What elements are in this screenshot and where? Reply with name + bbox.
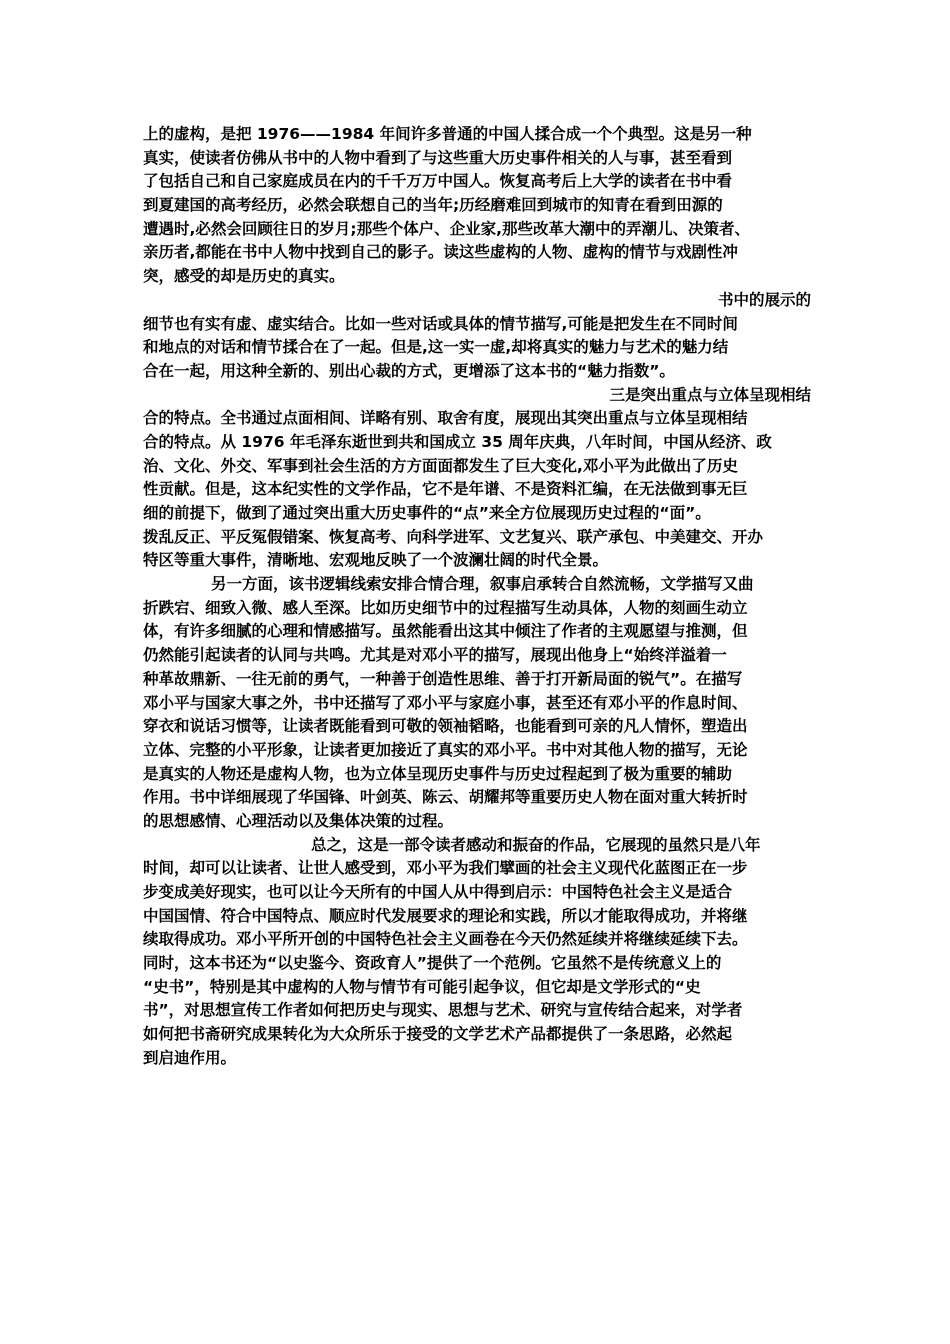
- text-line: 书中的展示的: [717, 290, 811, 309]
- text-line: 是真实的人物还是虚构人物，也为立体呈现历史事件与历史过程起到了极为重要的辅助: [143, 764, 733, 783]
- text-line: 同时，这本书还为“以史鉴今、资政育人”提供了一个范例。它虽然不是传统意义上的: [143, 954, 722, 973]
- text-line: 种革故鼎新、一往无前的勇气，一种善于创造性思维、善于打开新局面的锐气”。在描写: [143, 669, 743, 688]
- text-line: 和地点的对话和情节揉合在了一起。但是,这一实一虚,却将真实的魅力与艺术的魅力结: [143, 338, 729, 357]
- text-line: 步变成美好现实，也可以让今天所有的中国人从中得到启示：中国特色社会主义是适合: [143, 883, 733, 901]
- text-line: 真实，使读者仿佛从书中的人物中看到了与这些重大历史事件相关的人与事，甚至看到: [143, 148, 733, 167]
- text-line: 如何把书斋研究成果转化为大众所乐于接受的文学艺术产品都提供了一条思路，必然起: [143, 1025, 733, 1044]
- text-line: 总之，这是一部令读者感动和振奋的作品，它展现的虽然只是八年: [311, 835, 761, 854]
- document-body: [143, 123, 811, 1071]
- text-line: 合在一起，用这种全新的、别出心裁的方式，更增添了这本书的“魅力指数”。: [143, 361, 675, 380]
- text-line: 时间，却可以让读者、让世人感受到，邓小平为我们擘画的社会主义现代化蓝图正在一步: [143, 859, 748, 878]
- text-line: 到夏建国的高考经历，必然会联想自己的当年;历经磨难回到城市的知青在看到田源的: [143, 196, 723, 215]
- text-line: 的思想感情、心理活动以及集体决策的过程。: [143, 811, 454, 830]
- text-line: 折跌宕、细致入微、感人至深。比如历史细节中的过程描写生动具体，人物的刻画生动立: [143, 598, 748, 617]
- text-line: 性贡献。但是，这本纪实性的文学作品，它不是年谱、不是资料汇编，在无法做到事无巨: [143, 480, 748, 499]
- text-line: 细节也有实有虚、虚实结合。比如一些对话或具体的情节描写,可能是把发生在不同时间: [143, 314, 738, 333]
- text-line: 合的特点。从 1976 年毛泽东逝世到共和国成立 35 周年庆典，八年时间，中国从经济、政: [143, 432, 772, 451]
- text-line: 拨乱反正、平反冤假错案、恢复高考、向科学进军、文艺复兴、联产承包、中美建交、开办: [143, 527, 764, 546]
- text-line: 到启迪作用。: [143, 1048, 237, 1067]
- text-line: 合的特点。全书通过点面相间、详略有别、取舍有度，展现出其突出重点与立体呈现相结: [143, 409, 748, 428]
- text-line: 治、文化、外交、军事到社会生活的方方面面都发生了巨大变化,邓小平为此做出了历史: [143, 456, 738, 475]
- text-line: 穿衣和说话习惯等，让读者既能看到可敬的领袖韬略，也能看到可亲的凡人情怀，塑造出: [143, 717, 748, 736]
- text-line: 邓小平与国家大事之外，书中还描写了邓小平与家庭小事，甚至还有邓小平的作息时间、: [143, 693, 748, 712]
- text-line: 遭遇时,必然会回顾往日的岁月;那些个体户、企业家,那些改革大潮中的弄潮儿、决策者、: [143, 219, 750, 238]
- text-line: 上的虚构，是把 1976——1984 年间许多普通的中国人揉合成一个个典型。这是另一种: [143, 125, 752, 143]
- text-line: 作用。书中详细展现了华国锋、叶剑英、陈云、胡耀邦等重要历史人物在面对重大转折时: [143, 788, 748, 807]
- text-line: 体，有许多细腻的心理和情感描写。虽然能看出这其中倾注了作者的主观愿望与推测，但: [143, 622, 748, 641]
- text-line: 立体、完整的小平形象，让读者更加接近了真实的邓小平。书中对其他人物的描写，无论: [143, 740, 748, 759]
- text-line: 突，感受的却是历史的真实。: [143, 267, 345, 286]
- text-line: 了包括自己和自己家庭成员在内的千千万万中国人。恢复高考后上大学的读者在书中看: [143, 172, 733, 191]
- text-line: 特区等重大事件，清晰地、宏观地反映了一个波澜壮阔的时代全景。: [143, 551, 609, 570]
- text-line: 三是突出重点与立体呈现相结: [609, 385, 811, 404]
- text-line: 另一方面，该书逻辑线索安排合情合理，叙事启承转合自然流畅，文学描写又曲: [211, 575, 754, 594]
- text-line: 仍然能引起读者的认同与共鸣。尤其是对邓小平的描写，展现出他身上“始终洋溢着一: [143, 646, 727, 665]
- text-line: 细的前提下，做到了通过突出重大历史事件的“点”来全方位展现历史过程的“面”。: [143, 504, 711, 522]
- text-line: 书”，对思想宣传工作者如何把历史与现实、思想与艺术、研究与宣传结合起来，对学者: [143, 1001, 743, 1020]
- text-line: “史书”，特别是其中虚构的人物与情节有可能引起争议，但它却是文学形式的“史: [143, 977, 701, 996]
- text-line: 续取得成功。邓小平所开创的中国特色社会主义画卷在今天仍然延续并将继续延续下去。: [143, 930, 748, 949]
- text-line: 中国国情、符合中国特点、顺应时代发展要求的理论和实践，所以才能取得成功，并将继: [143, 906, 748, 925]
- text-line: 亲历者,都能在书中人物中找到自己的影子。读这些虚构的人物、虚构的情节与戏剧性冲: [143, 243, 738, 262]
